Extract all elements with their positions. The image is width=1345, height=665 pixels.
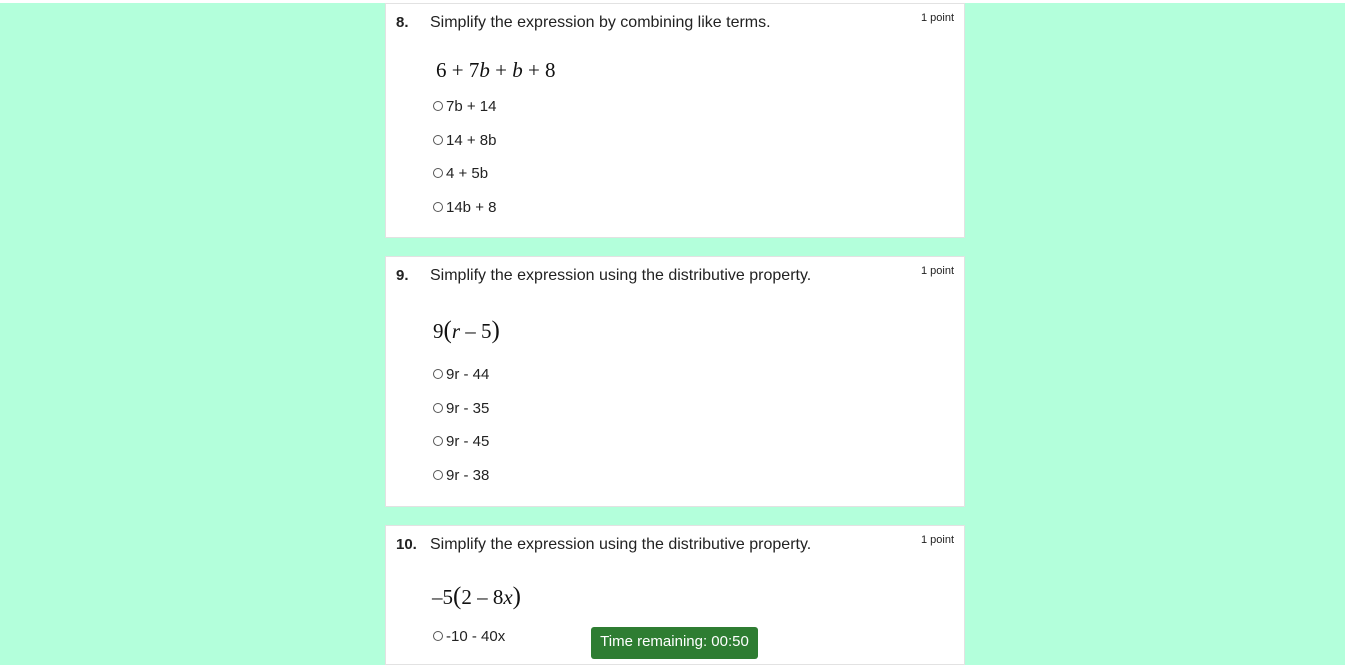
expr-part: 6 + 7: [436, 58, 480, 82]
math-expression: [433, 317, 500, 345]
answer-option[interactable]: [433, 365, 489, 383]
expr-variable: x: [503, 585, 513, 609]
radio-button[interactable]: [433, 436, 443, 446]
radio-button[interactable]: [433, 101, 443, 111]
option-label: 9r - 38: [446, 466, 490, 484]
radio-button[interactable]: [433, 470, 443, 480]
expr-paren: (: [443, 317, 452, 344]
option-label: 4 + 5b: [446, 164, 489, 182]
question-prompt: Simplify the expression using the distributive property.: [430, 536, 812, 553]
option-label: 9r - 35: [446, 399, 490, 417]
option-label: 9r - 45: [446, 432, 490, 450]
radio-button[interactable]: [433, 168, 443, 178]
option-label: 7b + 14: [446, 97, 497, 115]
answer-option[interactable]: [433, 466, 489, 484]
radio-button[interactable]: [433, 135, 443, 145]
option-label: 14b + 8: [446, 198, 497, 216]
expr-part: – 5: [460, 319, 492, 343]
question-card-9: [385, 256, 965, 507]
question-prompt: Simplify the expression using the distributive property.: [430, 267, 812, 284]
points-label: 1 point: [920, 534, 954, 546]
points-label: 1 point: [920, 12, 954, 24]
option-label: 9r - 44: [446, 365, 490, 383]
answer-option[interactable]: [433, 399, 489, 417]
question-number: 8.: [396, 14, 409, 31]
option-label: -10 - 40x: [446, 627, 506, 645]
math-expression: [432, 583, 521, 611]
expr-coefficient: 9: [433, 319, 444, 343]
points-label: 1 point: [920, 265, 954, 277]
question-number: 10.: [396, 536, 417, 553]
answer-option[interactable]: [433, 131, 496, 149]
answer-option[interactable]: [433, 627, 505, 645]
answer-option[interactable]: [433, 432, 489, 450]
expr-paren: (: [453, 583, 462, 610]
expr-paren: ): [512, 583, 521, 610]
expr-part: + 8: [522, 58, 556, 82]
expr-paren: ): [491, 317, 500, 344]
question-prompt: Simplify the expression by combining like terms.: [430, 14, 771, 31]
radio-button[interactable]: [433, 369, 443, 379]
expr-variable: b: [512, 58, 523, 82]
expr-part: +: [489, 58, 513, 82]
radio-button[interactable]: [433, 631, 443, 641]
radio-button[interactable]: [433, 403, 443, 413]
answer-option[interactable]: [433, 164, 488, 182]
time-remaining-badge: Time remaining: 00:50: [591, 627, 758, 659]
question-card-8: [385, 3, 965, 238]
math-expression: [436, 58, 556, 83]
radio-button[interactable]: [433, 202, 443, 212]
expr-variable: r: [451, 319, 461, 343]
answer-option[interactable]: [433, 97, 496, 115]
question-number: 9.: [396, 267, 409, 284]
option-label: 14 + 8b: [446, 131, 497, 149]
expr-part: 2 – 8: [461, 585, 504, 609]
answer-option[interactable]: [433, 198, 496, 216]
expr-variable: b: [479, 58, 490, 82]
expr-coefficient: –5: [432, 585, 453, 609]
